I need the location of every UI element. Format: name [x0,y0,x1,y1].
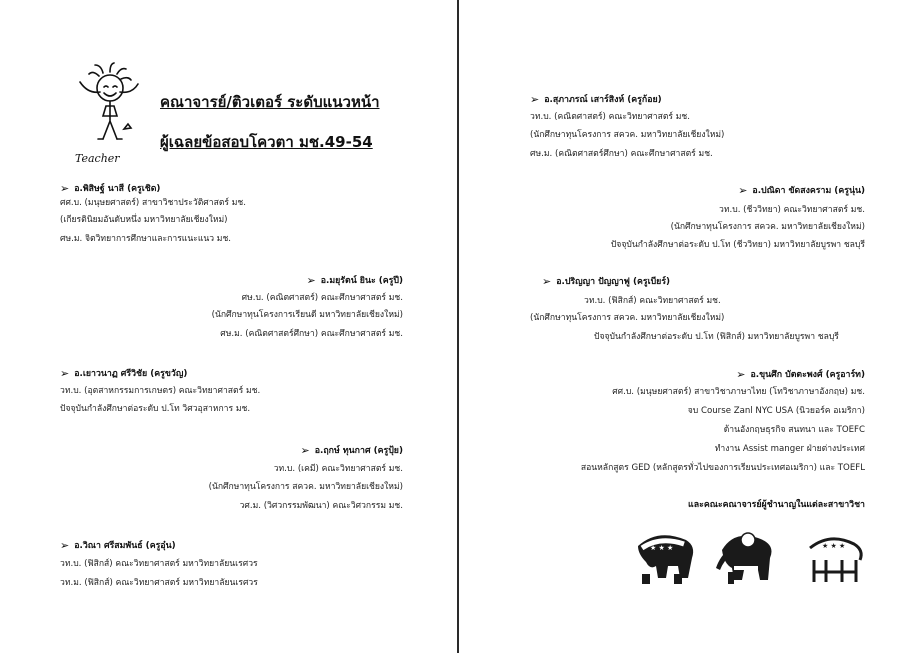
page-title-line2: ผู้เฉลยข้อสอบโควตา มช.49-54 [160,133,373,151]
teacher-4-line-2: (นักศึกษาทุนโครงการ สควค. มหาวิทยาลัยเชียงใหม่) [208,482,403,492]
teacher-8-line-1: วท.บ. (ฟิสิกส์) คณะวิทยาศาสตร์ มช. [584,296,721,306]
teacher-9-line-5: สอนหลักสูตร GED (หลักสูตรทั่วไปของการเรียนประเทศอเมริกา) และ TOEFL [580,463,865,473]
arrow-bullet-icon: ➢ [60,539,70,552]
teacher-7-line-1: วท.บ. (ชีววิทยา) คณะวิทยาศาสตร์ มช. [719,205,865,215]
teacher-3-line-1: วท.บ. (อุตสาหกรรมการเกษตร) คณะวิทยาศาสตร์ มช. [60,386,261,396]
arrow-bullet-icon: ➢ [542,275,552,288]
teacher-name-6: ➢ อ.สุภาภรณ์ เสาร์สิงห์ (ครูก้อย) [530,93,662,106]
arrow-bullet-icon: ➢ [306,274,316,287]
teacher-7-line-2: (นักศึกษาทุนโครงการ สควค. มหาวิทยาลัยเชียงใหม่) [670,222,865,232]
closing-line: และคณะคณาจารย์ผู้ชำนาญในแต่ละสาขาวิชา [688,500,865,510]
teacher-1-line-2: (เกียรตินิยมอันดับหนึ่ง มหาวิทยาลัยเชียงใหม่) [60,215,228,225]
teacher-9-line-2: จบ Course Zanl NYC USA (นิวยอร์ค อเมริกา) [687,406,865,416]
teacher-9-line-3: ด้านอังกฤษธุรกิจ สนทนา และ TOEFC [723,425,865,435]
teacher-name-1: ➢ อ.พิสิษฐ์ นาสี (ครูเชิด) [60,182,161,195]
teacher-logo [70,62,150,168]
teacher-5-line-1: วท.บ. (ฟิสิกส์) คณะวิทยาศาสตร์ มหาวิทยาลัยนเรศวร [60,559,258,569]
teacher-name-4: ➢ อ.ฤกษ์ ทุนกาศ (ครูปุ้ย) [300,444,403,457]
teacher-4-line-3: วศ.ม. (วิศวกรรมพัฒนา) คณะวิศวกรรม มช. [239,501,403,511]
teacher-name-2: ➢ อ.มยุรัตน์ ยินะ (ครูปี) [306,274,403,287]
teacher-6-line-2: (นักศึกษาทุนโครงการ สควค. มหาวิทยาลัยเชียงใหม่) [530,130,725,140]
teacher-7-line-3: ปัจจุบันกำลังศึกษาต่อระดับ ป.โท (ชีววิทยา) มหาวิทยาลัยบูรพา ชลบุรี [610,240,865,250]
arrow-bullet-icon: ➢ [530,93,540,106]
teacher-name-3: ➢ อ.เยาวนาฏ ศรีวิชัย (ครูขวัญ) [60,367,188,380]
teacher-9-line-1: ศศ.บ. (มนุษยศาสตร์) สาขาวิชาภาษาไทย (โทวิชาภาษาอังกฤษ) มช. [612,387,865,397]
teacher-1-line-1: ศศ.บ. (มนุษยศาสตร์) สาขาวิชาประวัติศาสตร์ มช. [60,198,246,208]
teacher-name-8: ➢ อ.ปริญญา ปัญญาฟู (ครูเบียร์) [542,275,671,288]
teacher-name-7: ➢ อ.ปณิดา ขัดสงคราม (ครูนุ่น) [738,184,865,197]
page-divider [457,0,459,653]
teacher-4-line-1: วท.บ. (เคมี) คณะวิทยาศาสตร์ มช. [273,464,403,474]
teacher-8-line-2: (นักศึกษาทุนโครงการ สควค. มหาวิทยาลัยเชียงใหม่) [530,313,725,323]
teacher-2-line-3: ศษ.ม. (คณิตศาสตร์ศึกษา) คณะศึกษาศาสตร์ มช. [220,329,403,339]
elephant-illustration [630,528,885,586]
arrow-bullet-icon: ➢ [738,184,748,197]
teacher-9-line-4: ทำงาน Assist manger ฝ่ายต่างประเทศ [714,444,865,454]
arrow-bullet-icon: ➢ [60,367,70,380]
teacher-1-line-3: ศษ.ม. จิตวิทยาการศึกษาและการแนะแนว มช. [60,234,232,244]
teacher-5-line-2: วท.ม. (ฟิสิกส์) คณะวิทยาศาสตร์ มหาวิทยาลัยนเรศวร [60,578,258,588]
teacher-6-line-3: ศษ.ม. (คณิตศาสตร์ศึกษา) คณะศึกษาศาสตร์ มช. [530,149,713,159]
teacher-name-9: ➢ อ.ขุนศึก บัตตะพงศ์ (ครูอาร์ท) [736,368,865,381]
teacher-2-line-1: ศษ.บ. (คณิตศาสตร์) คณะศึกษาศาสตร์ มช. [241,293,403,303]
teacher-name-5: ➢ อ.วิณา ศรีสมพันธ์ (ครูอุ๋น) [60,539,176,552]
arrow-bullet-icon: ➢ [60,182,70,195]
page-title-line1: คณาจารย์/ติวเตอร์ ระดับแนวหน้า [160,93,380,111]
arrow-bullet-icon: ➢ [736,368,746,381]
right-page [460,0,921,653]
svg-text:★ ★ ★: ★ ★ ★ [650,544,674,552]
teacher-2-line-2: (นักศึกษาทุนโครงการเรียนดี มหาวิทยาลัยเชียงใหม่) [211,310,403,320]
teacher-logo-word: Teacher [75,152,120,165]
teacher-8-line-3: ปัจจุบันกำลังศึกษาต่อระดับ ป.โท (ฟิสิกส์) มหาวิทยาลัยบูรพา ชลบุรี [594,332,839,342]
svg-text:★ ★ ★: ★ ★ ★ [822,542,846,550]
teacher-3-line-2: ปัจจุบันกำลังศึกษาต่อระดับ ป.โท วิศวอุสาหการ มช. [60,404,251,414]
arrow-bullet-icon: ➢ [300,444,310,457]
left-page [0,0,458,653]
teacher-6-line-1: วท.บ. (คณิตศาสตร์) คณะวิทยาศาสตร์ มช. [530,112,690,122]
